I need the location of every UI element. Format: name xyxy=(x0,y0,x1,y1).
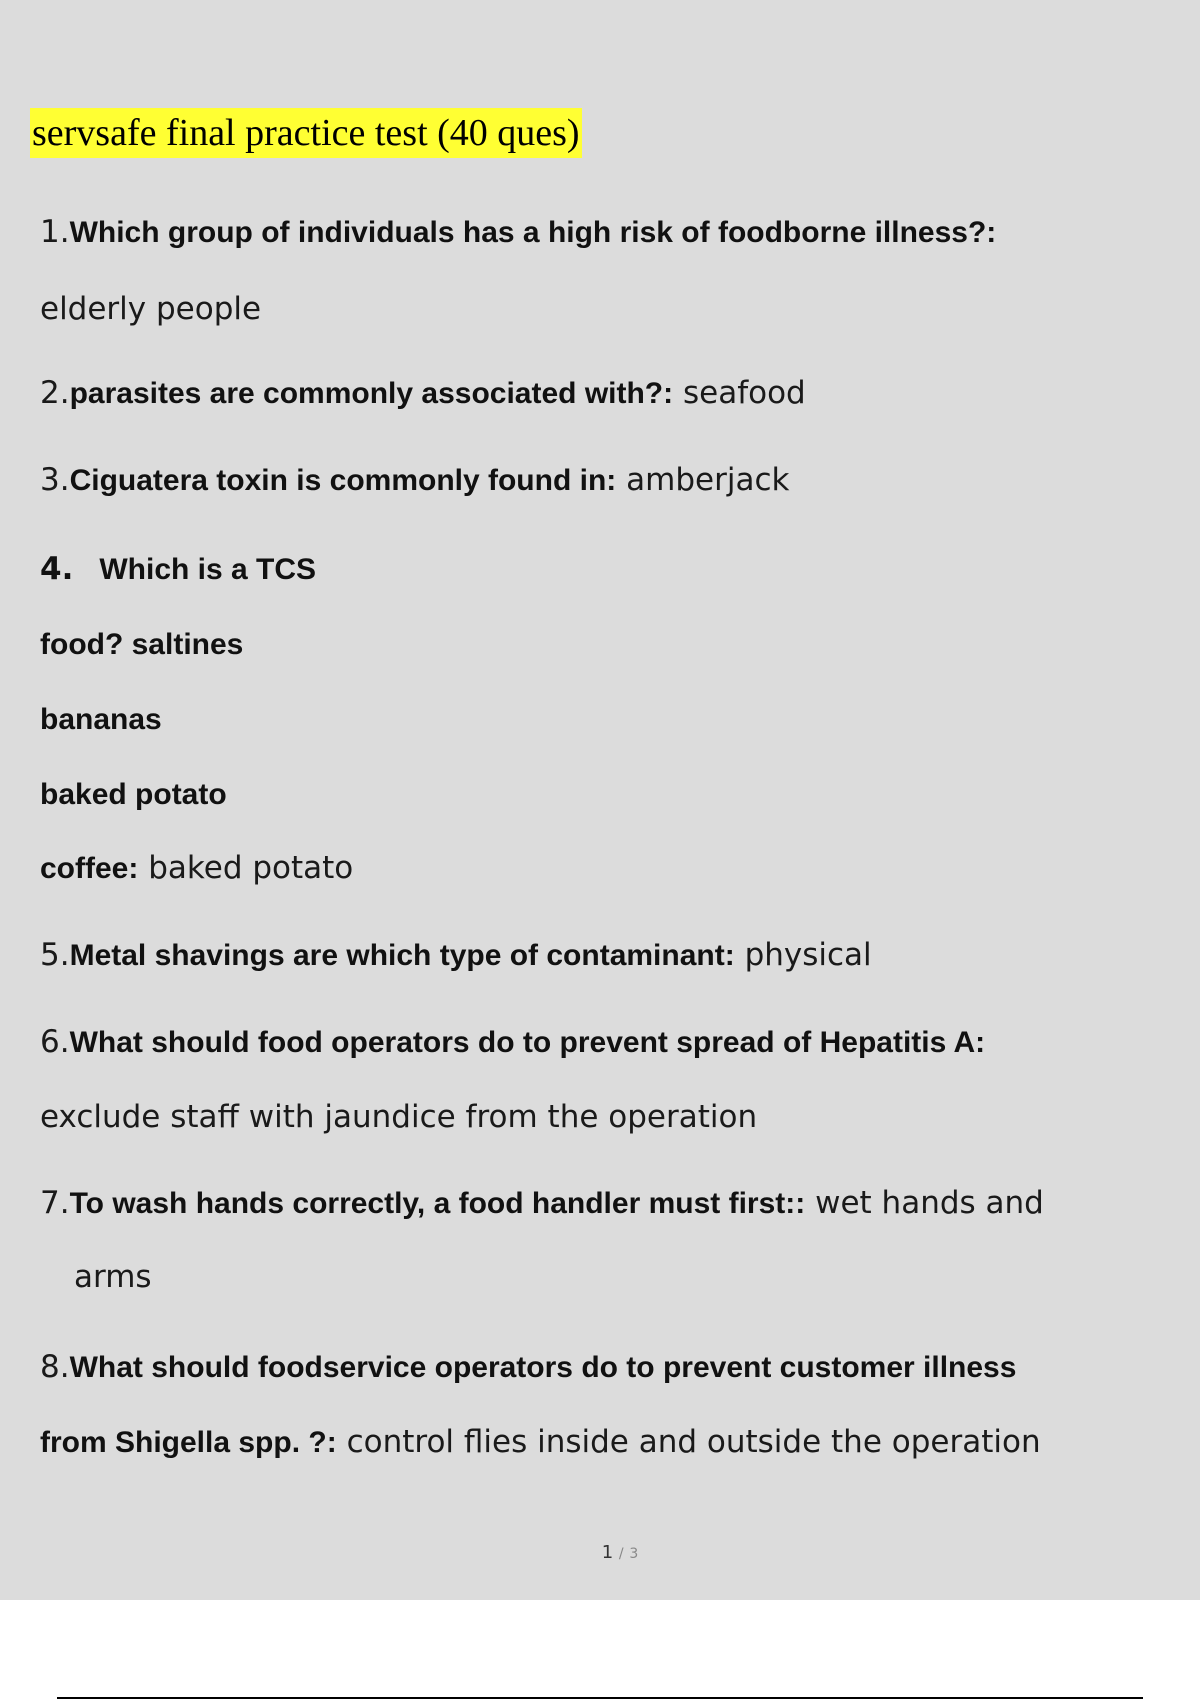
question-3 xyxy=(40,462,789,498)
question-text: bananas xyxy=(40,703,162,736)
question-text: parasites are commonly associated with?: xyxy=(69,377,674,410)
question-5 xyxy=(40,937,872,973)
answer-text: baked potato xyxy=(148,850,354,886)
answer-text: wet hands and xyxy=(815,1185,1044,1221)
page-indicator xyxy=(0,1542,1200,1563)
question-1 xyxy=(40,214,996,250)
question-text: Ciguatera toxin is commonly found in: xyxy=(69,464,617,497)
answer-6 xyxy=(40,1099,757,1135)
question-4 xyxy=(40,551,316,587)
question-8 xyxy=(40,1349,1016,1385)
question-number: 3. xyxy=(40,462,70,498)
total-pages: 3 xyxy=(629,1546,639,1562)
answer-7-continued xyxy=(74,1259,152,1295)
question-text: What should food operators do to prevent spread of Hepatitis A: xyxy=(69,1026,986,1059)
question-text: To wash hands correctly, a food handler must first:: xyxy=(69,1187,806,1220)
answer-text: seafood xyxy=(682,375,806,411)
question-text: from Shigella spp. ?: xyxy=(40,1426,337,1459)
question-8-line-2 xyxy=(40,1424,1041,1460)
answer-text: elderly people xyxy=(40,291,262,327)
answer-text: arms xyxy=(74,1259,152,1295)
answer-text: amberjack xyxy=(626,462,790,498)
answer-text: physical xyxy=(744,937,872,973)
question-number: 2. xyxy=(40,375,70,411)
question-text: baked potato xyxy=(40,778,227,811)
current-page: 1 xyxy=(601,1542,614,1563)
question-6 xyxy=(40,1024,985,1060)
question-4-line-4 xyxy=(40,776,227,812)
question-number: 8. xyxy=(40,1349,70,1385)
page-separator: / xyxy=(618,1546,624,1562)
question-text: coffee: xyxy=(40,852,139,885)
answer-text: control flies inside and outside the operation xyxy=(346,1424,1041,1460)
question-2 xyxy=(40,375,806,411)
question-text: Metal shavings are which type of contaminant: xyxy=(69,939,735,972)
question-4-line-5 xyxy=(40,850,353,886)
question-7 xyxy=(40,1185,1044,1221)
question-number: 4. xyxy=(40,551,74,587)
question-4-line-3 xyxy=(40,701,162,737)
question-text: food? saltines xyxy=(40,628,244,661)
question-number: 6. xyxy=(40,1024,70,1060)
answer-text: exclude staff with jaundice from the operation xyxy=(40,1099,758,1135)
question-text: What should foodservice operators do to prevent customer illness xyxy=(69,1351,1017,1384)
question-number: 5. xyxy=(40,937,70,973)
question-number: 1. xyxy=(40,214,70,250)
page-divider xyxy=(57,1697,1143,1699)
question-4-line-2 xyxy=(40,626,243,662)
answer-1 xyxy=(40,291,261,327)
question-text: Which is a TCS xyxy=(99,553,317,586)
document-title: servsafe final practice test (40 ques) xyxy=(30,108,582,158)
question-number: 7. xyxy=(40,1185,70,1221)
question-text: Which group of individuals has a high risk of foodborne illness?: xyxy=(69,216,997,249)
